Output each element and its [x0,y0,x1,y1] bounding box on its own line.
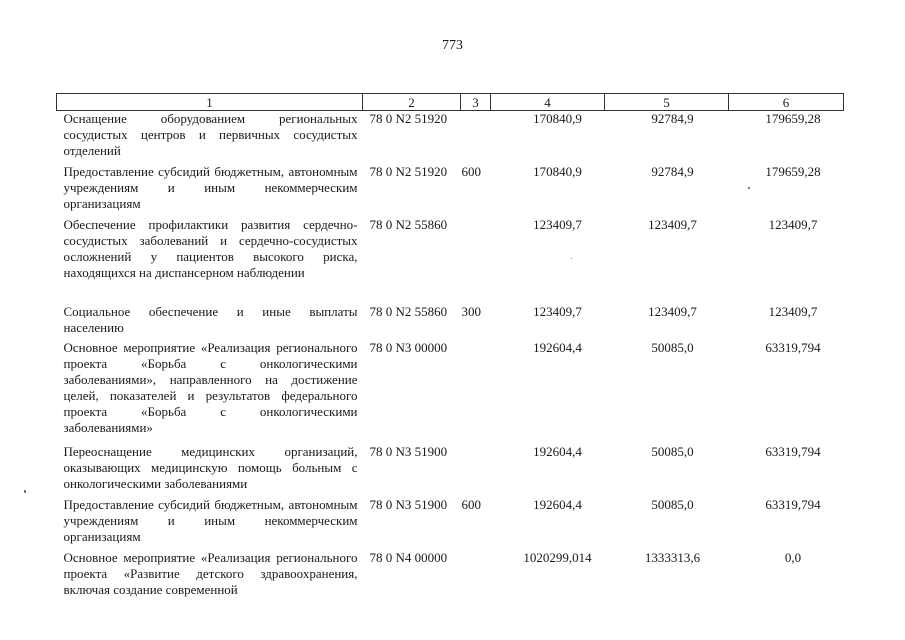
row-value-col4: 123409,7 [533,216,582,232]
row-value-col5: 92784,9 [651,163,694,179]
row-code: 78 0 N2 51920 [369,163,448,179]
header-cell-3: 3 [461,94,491,111]
table-row [57,304,844,340]
row-code: 78 0 N2 55860 [369,303,448,319]
table-header-row [57,94,844,111]
row-value-col6: 123409,7 [768,216,818,232]
row-value-col4: 192604,4 [533,339,582,355]
table-row [57,340,844,444]
row-code: 78 0 N3 51900 [369,443,448,459]
row-value-col6: 179659,28 [765,111,821,126]
row-code: 78 0 N2 55860 [369,216,448,232]
table-row [57,217,844,304]
row-value-col6: 0,0 [784,549,802,565]
row-value-col6: 63319,794 [765,339,821,355]
scan-speck [24,490,26,493]
row-value-col5: 123409,7 [648,303,697,319]
scan-speck [748,187,750,189]
header-cell-6: 6 [729,94,844,111]
header-cell-5: 5 [605,94,729,111]
row-name: Предоставление субсидий бюджетным, автономным учреждениям и иным некоммерческим организациям [63,496,358,544]
table-row [57,111,844,164]
page-number: 773 [442,38,463,53]
header-cell-4: 4 [491,94,605,111]
row-value-col5: 50085,0 [651,339,694,355]
table-row [57,444,844,497]
row-expense-type: 600 [461,163,481,179]
row-value-col5: 1333313,6 [644,549,701,565]
header-cell-1: 1 [57,94,363,111]
row-expense-type [461,340,491,444]
row-value-col5: 50085,0 [651,496,694,512]
row-value-col6: 63319,794 [765,443,821,459]
row-name: Переоснащение медицинских организаций, оказывающих медицинскую помощь больным с онкологическими заболеваниями [63,443,358,491]
row-value-col4: 192604,4 [533,496,582,512]
row-name: Предоставление субсидий бюджетным, автономным учреждениям и иным некоммерческим организациям [63,163,358,211]
row-name: Социальное обеспечение и иные выплаты населению [63,303,358,335]
row-name: Основное мероприятие «Реализация регионального проекта «Борьба с онкологическими заболеваниями», направленного на достижение целей, показателей и результатов федерального проекта «Борьба с онкологическими заболеваниями» [63,339,358,435]
row-value-col5: 92784,9 [651,111,694,126]
row-expense-type [461,111,491,164]
table-row [57,164,844,217]
row-expense-type: 600 [461,496,481,512]
row-value-col6: 123409,7 [768,303,818,319]
row-name: Основное мероприятие «Реализация регионального проекта «Развитие детского здравоохранения, включая создание современной [63,549,358,597]
row-name: Обеспечение профилактики развития сердечно-сосудистых заболеваний и сердечно-сосудистых осложнений у пациентов высокого риска, находящихся на диспансерном наблюдении [63,216,358,280]
row-code: 78 0 N3 00000 [369,339,448,355]
row-code: 78 0 N3 51900 [369,496,448,512]
row-value-col4: 123409,7 [533,303,582,319]
row-expense-type: 300 [461,303,481,319]
row-value-col5: 123409,7 [648,216,697,232]
budget-table [56,93,843,603]
row-value-col4: 170840,9 [533,111,582,126]
row-value-col6: 179659,28 [765,163,821,179]
scan-speck [571,258,572,259]
row-expense-type [461,550,491,603]
row-value-col4: 1020299,014 [523,549,592,565]
header-cell-2: 2 [363,94,461,111]
row-name: Оснащение оборудованием региональных сосудистых центров и первичных сосудистых отделений [63,111,358,158]
row-value-col6: 63319,794 [765,496,821,512]
row-value-col4: 170840,9 [533,163,582,179]
table-row [57,550,844,603]
row-expense-type [461,444,491,497]
row-code: 78 0 N4 00000 [369,549,448,565]
row-expense-type [461,217,491,304]
row-value-col5: 50085,0 [651,443,694,459]
table-row [57,497,844,550]
row-value-col4: 192604,4 [533,443,582,459]
row-code: 78 0 N2 51920 [369,111,448,126]
